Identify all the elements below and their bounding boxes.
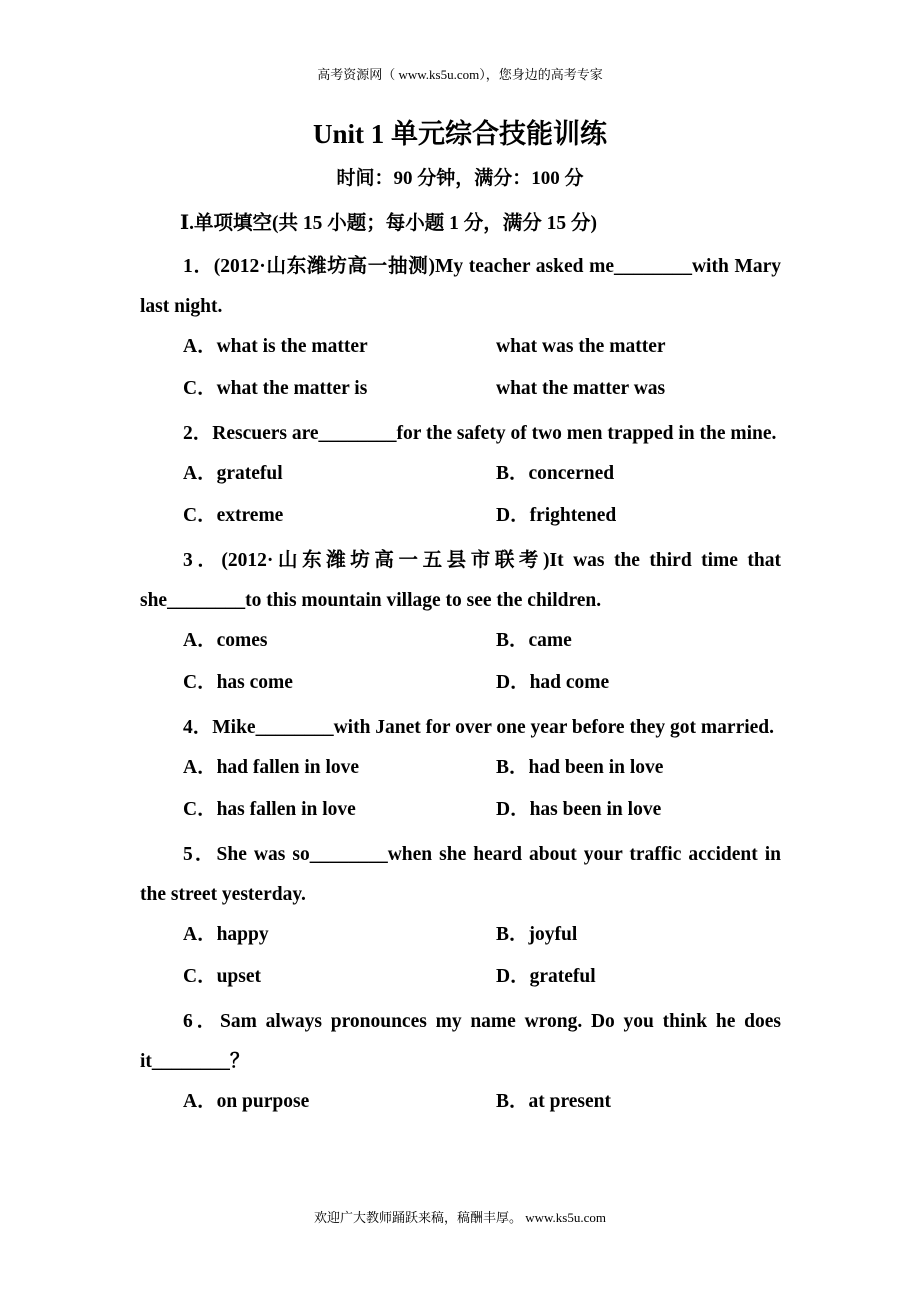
exam-content	[140, 206, 781, 1124]
page-footer: 欢迎广大教师踊跃来稿，稿酬丰厚。 www.ks5u.com	[313, 1210, 606, 1225]
question-3	[140, 541, 781, 705]
section-heading: Ⅰ.单项填空(共 15 小题；每小题 1 分，满分 15 分)	[180, 213, 597, 234]
question-5	[140, 835, 781, 999]
option-d: D．frightened	[496, 505, 617, 526]
question-6	[140, 1002, 781, 1124]
option-d: D．grateful	[496, 966, 596, 987]
question-text: 4．Mike________with Janet for over one year before they got married.	[183, 717, 775, 738]
option-b: B．at present	[496, 1091, 612, 1112]
option-d: D．has been in love	[496, 799, 662, 820]
option-c: C．has come	[183, 672, 293, 693]
question-text: 3．(2012·山东潍坊高一五县市联考)It was the third time that she________to this mountain village to see the children.	[140, 550, 781, 611]
option-a: A．grateful	[183, 463, 283, 484]
option-d: D．had come	[496, 672, 610, 693]
option-b: B．joyful	[496, 924, 578, 945]
option-b: B．had been in love	[496, 757, 664, 778]
option-b: B．came	[496, 630, 572, 651]
option-b: what was the matter	[496, 336, 666, 357]
question-text: 6．Sam always pronounces my name wrong. Do you think he does it________？	[140, 1011, 781, 1072]
option-a: A．what is the matter	[183, 336, 368, 357]
question-text: 2．Rescuers are________for the safety of two men trapped in the mine.	[183, 423, 777, 444]
exam-info: 时间：90 分钟，满分：100 分	[336, 168, 584, 189]
page-header: 高考资源网（ www.ks5u.com），您身边的高考专家	[317, 67, 603, 82]
option-a: A．happy	[183, 924, 269, 945]
question-4	[140, 708, 781, 832]
question-2	[140, 414, 781, 538]
option-a: A．had fallen in love	[183, 757, 360, 778]
option-c: C．extreme	[183, 505, 284, 526]
question-text: 1．(2012·山东潍坊高一抽测)My teacher asked me________with Mary last night.	[140, 256, 781, 317]
option-a: A．comes	[183, 630, 268, 651]
page-title: Unit 1 单元综合技能训练	[312, 119, 607, 149]
question-1	[140, 247, 781, 411]
option-c: C．has fallen in love	[183, 799, 356, 820]
question-text: 5．She was so________when she heard about your traffic accident in the street yesterday.	[140, 844, 781, 905]
option-a: A．on purpose	[183, 1091, 310, 1112]
option-d: what the matter was	[496, 378, 666, 399]
option-c: C．what the matter is	[183, 378, 368, 399]
option-c: C．upset	[183, 966, 262, 987]
option-b: B．concerned	[496, 463, 615, 484]
